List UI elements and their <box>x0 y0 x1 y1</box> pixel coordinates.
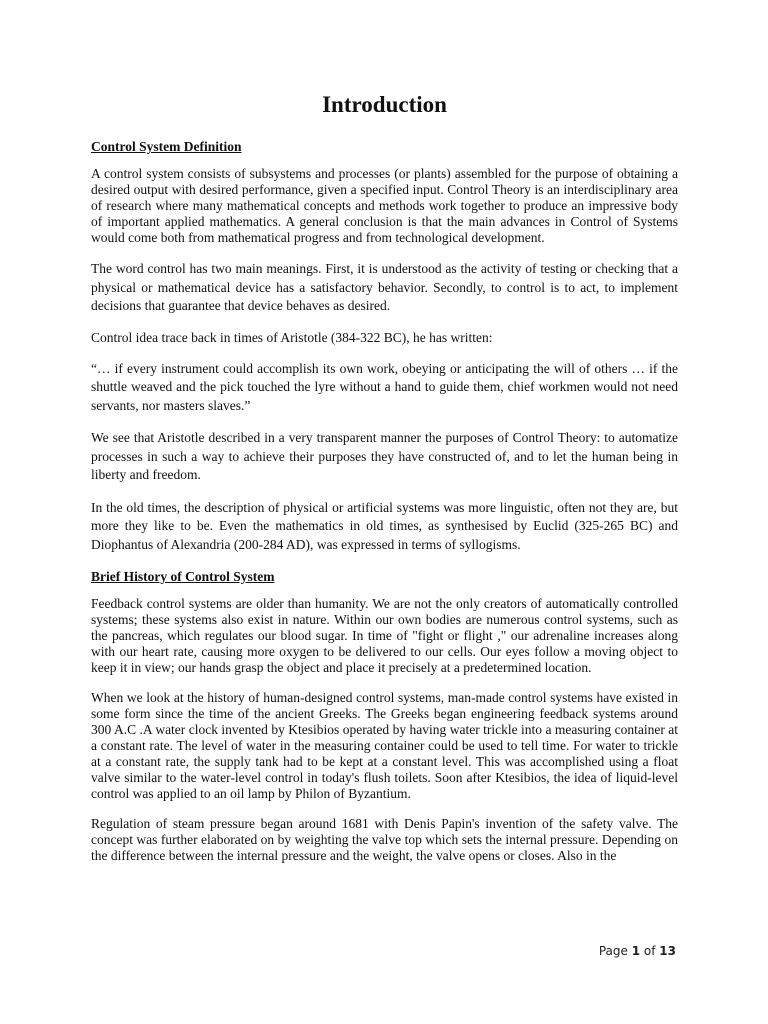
section-heading: Control System Definition <box>91 139 242 154</box>
of-label: of <box>643 944 656 958</box>
paragraph: Feedback control systems are older than humanity. We are not the only creators of automatically controlled systems; these systems also exist in nature. Within our own bodies are numerous control systems, such as the pancreas, which regulates our blood sugar. In time of "fight or flight ," our adrenaline increases along with our heart rate, causing more oxygen to be delivered to our cells. Our eyes follow a moving object to keep it in view; our hands grasp the object and place it precisely at a predetermined location. <box>91 596 678 675</box>
current-page-number: 1 <box>631 944 641 958</box>
paragraph: When we look at the history of human-designed control systems, man-made control systems have existed in some form since the time of the ancient Greeks. The Greeks began engineering feedback systems around 300 A.C .A water clock invented by Ktesibios operated by having water trickle into a measuring container at a constant rate. The level of water in the measuring container could be used to tell time. For water to trickle at a constant rate, the supply tank had to be kept at a constant level. This was accomplished using a float valve similar to the water-level control in today's flush toilets. Soon after Ktesibios, the idea of liquid-level control was applied to an oil lamp by Philon of Byzantium. <box>91 690 678 801</box>
page-content <box>91 92 678 878</box>
section-control-system-definition <box>91 138 678 554</box>
page-number-footer <box>599 944 676 958</box>
paragraph: The word control has two main meanings. First, it is understood as the activity of testing or checking that a physical or mathematical device has a satisfactory behavior. Secondly, to control is to act, to implement decisions that guarantee that device behaves as desired. <box>91 261 678 313</box>
paragraph: We see that Aristotle described in a very transparent manner the purposes of Control Theory: to automatize processes in such a way to achieve their purposes they have constructed of, and to let the human being in liberty and freedom. <box>91 430 678 482</box>
paragraph: In the old times, the description of physical or artificial systems was more linguistic, often not they are, but more they like to be. Even the mathematics in old times, as synthesised by Euclid (325-265 BC) and Diophantus of Alexandria (200-284 AD), was expressed in terms of syllogisms. <box>91 499 678 552</box>
paragraph: A control system consists of subsystems and processes (or plants) assembled for the purpose of obtaining a desired output with desired performance, given a specified input. Control Theory is an interdisciplinary area of research where many mathematical concepts and methods work together to produce an impressive body of important applied mathematics. A general conclusion is that the main advances in Control of Systems would come both from mathematical progress and from technological development. <box>91 166 678 245</box>
page-title: Introduction <box>322 92 447 117</box>
section-brief-history <box>91 568 678 864</box>
section-heading: Brief History of Control System <box>91 569 275 584</box>
paragraph: Regulation of steam pressure began around 1681 with Denis Papin's invention of the safety valve. The concept was further elaborated on by weighting the valve top which sets the internal pressure. Depending on the difference between the internal pressure and the weight, the valve opens or closes. Also in the <box>91 816 678 863</box>
total-pages-number: 13 <box>659 944 676 958</box>
paragraph: Control idea trace back in times of Aristotle (384-322 BC), he has written: <box>91 329 493 345</box>
page-label: Page <box>598 944 628 958</box>
quote-paragraph: “… if every instrument could accomplish its own work, obeying or anticipating the will of others … if the shuttle weaved and the pick touched the lyre without a hand to guide them, chief workmen would not need servants, nor masters slaves.” <box>91 360 678 413</box>
